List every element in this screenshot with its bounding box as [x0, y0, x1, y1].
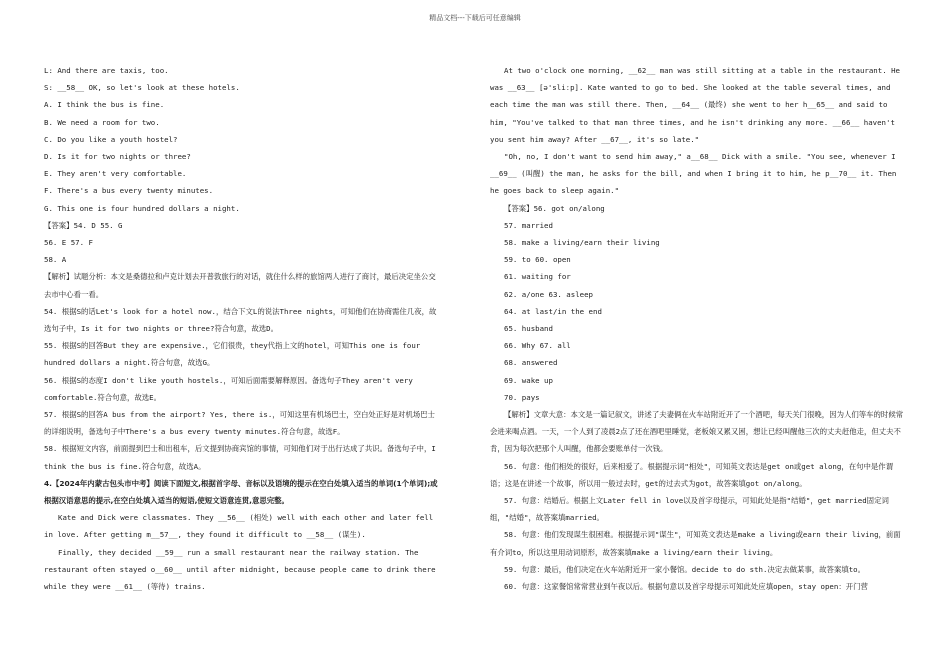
option-b: B. We need a room for two. — [44, 117, 160, 127]
analysis-paragraph: 【解析】试题分析：本文是桑德拉和卢克计划去开普敦旅行的对话，就住什么样的旅馆两人进行了商讨，最后决定坐公交去市中心看一看。 — [44, 272, 436, 299]
answer-line: 59. to 60. open — [504, 255, 571, 265]
analysis-paragraph: 58. 句意：他们发现谋生很困难。根据提示词"谋生"，可知英文表达是make a living或earn their living，前面有介词to，所以这里用动词原形，故答案填make a living/earn their living。 — [490, 530, 901, 557]
passage-paragraph: Finally, they decided __59__ run a small restaurant near the railway station. The restaurant often stayed o__60__ until after midnight, because people came to drink there while they were __61__ (等待) trains. — [44, 547, 436, 592]
answer-line: 58. make a living/earn their living — [504, 238, 660, 248]
analysis-paragraph: 54. 根据S的话Let's look for a hotel now.，结合下文L的说法Three nights，可知他们在协商需住几夜，故选句子中，Is it for two nights or three?符合句意，故选D。 — [44, 306, 437, 334]
passage-paragraph: At two o'clock one morning, __62__ man was still sitting at a table in the restaurant. He was __63__ [ə'sliːp]. Kate wanted to go to bed. She looked at the table several times, and each time the man was still there. Then, __64__ (最终) she went to her h__65__ and said to him, "You've talked to that man three times, and he isn't drinking any more. __66__ haven't you sent him away? After __67__, it's so late." — [490, 66, 901, 144]
page-header: 精品文档---下载后可任意编辑 — [429, 14, 521, 22]
answer-line: 66. Why 67. all — [504, 341, 571, 351]
analysis-paragraph: 【解析】文章大意：本文是一篇记叙文，讲述了夫妻俩在火车站附近开了一个酒吧，每天关门很晚，因为人们等车的时候常会进来喝点酒。一天，一个人到了凌晨2点了还在酒吧里睡觉，老板娘又累又困，想让已经叫醒他三次的丈夫赶他走，但丈夫不肯，因为每次把那个人叫醒，他都会要账单付一次钱。 — [490, 410, 904, 454]
option-g: G. This one is four hundred dollars a night. — [44, 203, 240, 213]
passage-paragraph: "Oh, no, I don't want to send him away," a__68__ Dick with a smile. "You see, whenever I __69__ (叫醒) the man, he asks for the bill, and when I bring it to him, he p__70__ it. Then he goes back to sleep again." — [490, 152, 897, 196]
option-c: C. Do you like a youth hostel? — [44, 134, 178, 144]
answer-line: 【答案】54. D 55. G — [44, 220, 123, 230]
answer-line: 61. waiting for — [504, 272, 571, 282]
passage-paragraph: Kate and Dick were classmates. They __56__ (相处) well with each other and later fell in love. After getting m__57__, they found it difficult to __58__ (谋生). — [44, 513, 434, 540]
option-e: E. They aren't very comfortable. — [44, 169, 187, 179]
dialogue-line: L: And there are taxis, too. — [44, 66, 169, 75]
answer-line: 64. at last/in the end — [504, 306, 602, 316]
dialogue-line: S: __58__ OK, so let's look at these hotels. — [44, 83, 240, 93]
answer-line: 57. married — [504, 220, 553, 230]
analysis-paragraph: 57. 句意：结婚后。根据上文Later fell in love以及首字母提示，可知此处是指"结婚"，get married固定词组，"结婚"，故答案填married。 — [490, 496, 889, 523]
answer-line: 【答案】56. got on/along — [504, 203, 605, 213]
left-column — [44, 62, 440, 595]
option-f: F. There's a bus every twenty minutes. — [44, 186, 214, 196]
analysis-paragraph: 60. 句意：这家餐馆常常营业到午夜以后。根据句意以及首字母提示可知此处应填open，stay open：开门营 — [504, 582, 868, 592]
right-column — [490, 62, 906, 595]
answer-line: 69. wake up — [504, 375, 553, 385]
analysis-paragraph: 56. 句意：他们相处的很好，后来相爱了。根据提示词"相处"，可知英文表达是get on或get along，在句中是作谓语；这是在讲述一个故事，所以用一般过去时，get的过去式为got，故答案填got on/along。 — [490, 461, 894, 488]
analysis-paragraph: 56. 根据S的态度I don't like youth hostels.，可知后面需要解释原因。备选句子They aren't very comfortable.符合句意，故选E。 — [44, 375, 413, 402]
option-a: A. I think the bus is fine. — [44, 100, 165, 110]
answer-line: 62. a/one 63. asleep — [504, 289, 593, 299]
answer-line: 56. E 57. F — [44, 238, 93, 248]
analysis-paragraph: 55. 根据S的回答But they are expensive.，它们很贵，they代指上文的hotel，可知This one is four hundred dollars a night.符合句意，故选G。 — [44, 341, 421, 368]
answer-line: 68. answered — [504, 358, 558, 368]
option-d: D. Is it for two nights or three? — [44, 152, 191, 162]
answer-line: 58. A — [44, 255, 67, 265]
answer-line: 65. husband — [504, 324, 553, 334]
analysis-paragraph: 58. 根据短文内容，前面提到巴士和出租车，后文提到协商宾馆的事情，可知他们对于出行达成了共识。备选句子中，I think the bus is fine.符合句意，故选A。 — [44, 444, 436, 471]
question-heading: 4.【2024年内蒙古包头市中考】阅读下面短文,根据首字母、音标以及语境的提示在空白处填入适当的单词(1个单词);或根据汉语意思的提示,在空白处填入适当的短语,使短文语意连贯,意思完整。 — [44, 478, 438, 506]
analysis-paragraph: 59. 句意：最后，他们决定在火车站附近开一家小餐馆。decide to do sth.决定去做某事，故答案填to。 — [504, 564, 866, 574]
analysis-paragraph: 57. 根据S的回答A bus from the airport? Yes, there is.，可知这里有机场巴士，空白处正好是对机场巴士的详细说明，备选句子中There's a bus every twenty minutes.符合句意，故选F。 — [44, 410, 435, 437]
answer-line: 70. pays — [504, 392, 540, 402]
